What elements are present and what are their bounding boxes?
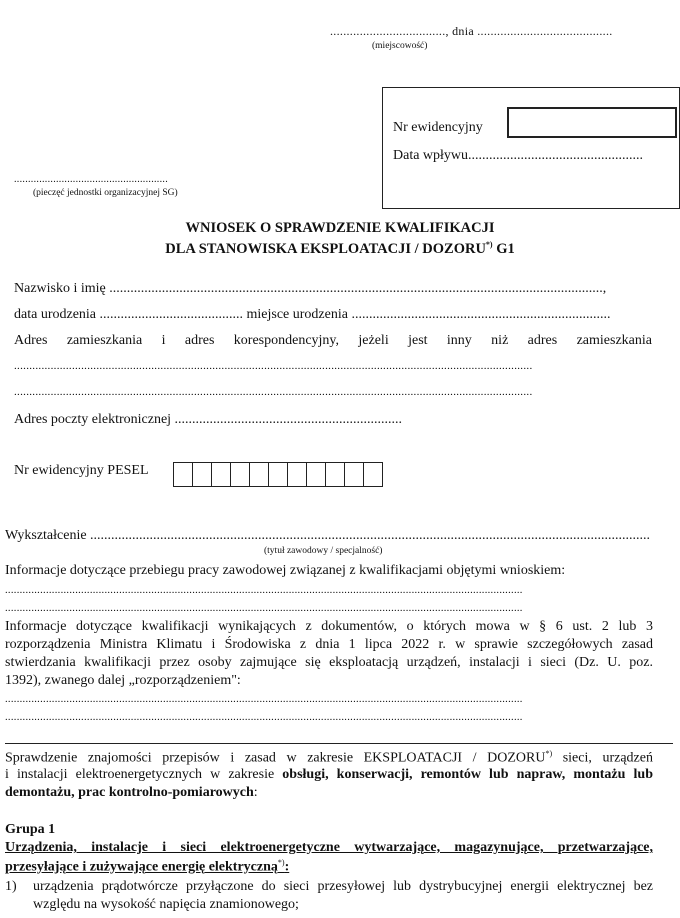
qualifications-line-2[interactable]: ................................................................................................................................................................................. — [5, 712, 523, 723]
pesel-digit-box[interactable] — [306, 462, 326, 487]
scope-line3-end: : — [253, 785, 258, 800]
scope-line3-bold: demontażu, prac kontrolno-pomiarowych — [5, 785, 254, 800]
data-wplywu-field[interactable]: Data wpływu.................................................. — [393, 148, 644, 163]
scope-line1-end: sieci, urządzeń — [552, 750, 653, 766]
item-1-text-line1: urządzenia prądotwórcze przyłączone do sieci przesyłowej lub dystrybucyjnej energii elektrycznej bez — [33, 879, 653, 894]
section-divider — [5, 743, 673, 744]
scope-line2-plain: i instalacji elektroenergetycznych w zakresie — [5, 767, 283, 782]
qualifications-text-line2: rozporządzenia Ministra Klimatu i Środowiska z dnia 1 lipca 2022 r. w sprawie szczegółowych zasad — [5, 637, 653, 652]
pesel-digit-box[interactable] — [344, 462, 364, 487]
pesel-digit-box[interactable] — [211, 462, 231, 487]
group-heading2-end: : — [284, 859, 290, 875]
pesel-digit-box[interactable] — [230, 462, 250, 487]
group-title: Grupa 1 — [5, 822, 56, 837]
scope-text-line1 — [5, 749, 653, 767]
scope-line1-footnote: *) — [545, 749, 553, 758]
item-1-number: 1) — [5, 879, 17, 894]
scope-text-line3 — [5, 785, 258, 801]
address-line-2[interactable]: .......................................................................................................................................................................... — [14, 386, 533, 398]
stamp-line: ....................................................... — [14, 174, 168, 185]
pesel-digit-box[interactable] — [363, 462, 383, 487]
pesel-digit-box[interactable] — [268, 462, 288, 487]
work-line-1[interactable]: ................................................................................................................................................................................. — [5, 585, 523, 596]
pesel-boxes[interactable] — [174, 462, 383, 487]
scope-line2-bold: obsługi, konserwacji, remontów lub napraw, montażu lub — [282, 767, 653, 782]
qualifications-text-line4: 1392), zwanego dalej „rozporządzeniem": — [5, 673, 241, 688]
qualifications-text-line1: Informacje dotyczące kwalifikacji wynikających z dokumentów, o których mowa w § 6 ust. 2 lub 3 — [5, 619, 653, 634]
qualifications-text-line3: stwierdzania kwalifikacji przez osoby zajmujące się eksploatacją urządzeń, instalacji i sieci (Dz. U. poz. — [5, 655, 653, 670]
group-heading2-footnote: *) — [277, 858, 285, 867]
title-line2-end: G1 — [492, 240, 515, 257]
pesel-digit-box[interactable] — [173, 462, 193, 487]
pesel-digit-box[interactable] — [192, 462, 212, 487]
group-heading-line2 — [5, 858, 289, 876]
address-label: Adres zamieszkania i adres korespondencyjny, jeżeli jest inny niż adres zamieszkania — [14, 333, 652, 348]
form-title-line1: WNIOSEK O SPRAWDZENIE KWALIFIKACJI — [185, 220, 495, 236]
qualifications-line-1[interactable]: ................................................................................................................................................................................. — [5, 694, 523, 705]
group-heading-line1: Urządzenia, instalacje i sieci elektroenergetyczne wytwarzające, magazynujące, przetwarzające, — [5, 840, 653, 855]
pesel-label: Nr ewidencyjny PESEL — [14, 463, 149, 478]
item-1-text-line2: względu na wysokość napięcia znamionowego; — [33, 897, 299, 912]
work-line-2[interactable]: ................................................................................................................................................................................. — [5, 603, 523, 614]
scope-text-line2 — [5, 767, 653, 783]
work-info-label: Informacje dotyczące przebiegu pracy zawodowej związanej z kwalifikacjami objętymi wnioskiem: — [5, 563, 566, 578]
title-line2-main: DLA STANOWISKA EKSPLOATACJI / DOZORU — [165, 240, 486, 257]
education-field[interactable]: Wykształcenie ................................................................................................................................................................ — [5, 528, 651, 543]
address-line-1[interactable]: .......................................................................................................................................................................... — [14, 360, 533, 372]
group-heading2-main: przesyłające i zużywające energię elektryczną — [5, 859, 278, 875]
name-field[interactable]: Nazwisko i imię ............................................................................................................................................., — [14, 281, 607, 296]
scope-line1-main: Sprawdzenie znajomości przepisów i zasad w zakresie EKSPLOATACJI / DOZORU — [5, 750, 546, 766]
place-hint: (miejscowość) — [372, 41, 428, 51]
pesel-digit-box[interactable] — [325, 462, 345, 487]
email-field[interactable]: Adres poczty elektronicznej ................................................................. — [14, 412, 403, 427]
birth-field[interactable]: data urodzenia ......................................... miejsce urodzenia .......................................................................... — [14, 307, 611, 322]
title-line2-footnote: *) — [485, 240, 493, 249]
form-title-line2 — [0, 240, 680, 258]
pesel-digit-box[interactable] — [249, 462, 269, 487]
stamp-hint: (pieczęć jednostki organizacyjnej SG) — [33, 188, 178, 198]
education-hint: (tytuł zawodowy / specjalność) — [264, 546, 383, 556]
place-date-line[interactable]: ..................................., dnia ......................................... — [330, 24, 613, 38]
nr-ewidencyjny-field[interactable] — [507, 107, 677, 138]
nr-ewidencyjny-label: Nr ewidencyjny — [393, 120, 483, 135]
pesel-digit-box[interactable] — [287, 462, 307, 487]
